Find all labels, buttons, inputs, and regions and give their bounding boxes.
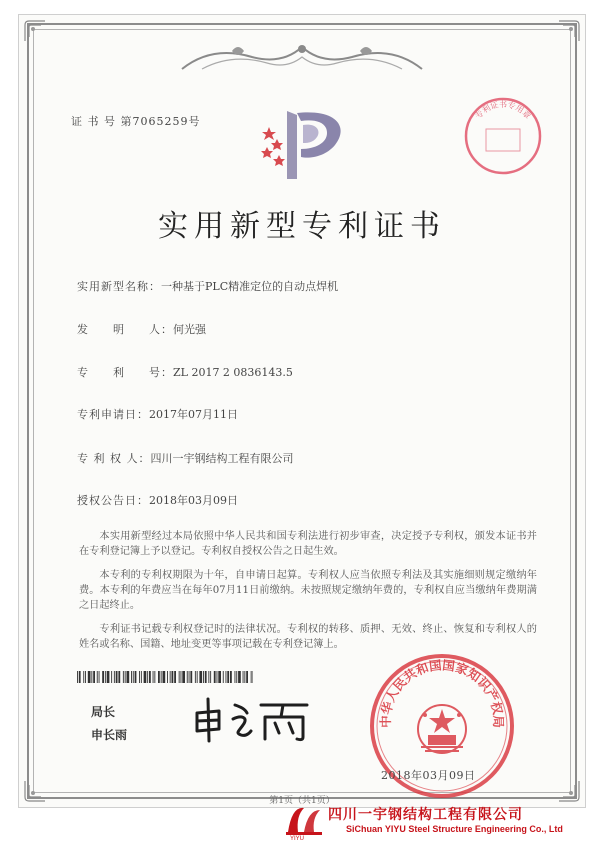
company-brand: YIYU — [290, 836, 305, 842]
seal-text: 中华人民共和国国家知识产权局 — [377, 657, 507, 728]
patent-seal-stamp — [462, 95, 544, 177]
field-label: 专 利 号： — [77, 366, 173, 379]
inventor-field — [77, 321, 206, 337]
company-watermark — [270, 800, 600, 846]
field-label: 实用新型名称： — [77, 280, 161, 293]
sign-date: 2018年03月09日 — [381, 769, 476, 782]
top-ornament-icon — [172, 39, 432, 75]
page-number: 第1页（共1页） — [269, 796, 335, 806]
field-value: 四川一宇钢结构工程有限公司 — [150, 452, 294, 465]
field-label: 专 利 权 人： — [77, 452, 151, 465]
company-name-cn: 四川一宇钢结构工程有限公司 — [328, 807, 523, 823]
patentee-field — [77, 450, 294, 466]
signature — [189, 695, 319, 745]
barcode — [77, 671, 253, 683]
official-title: 局长 — [91, 705, 116, 719]
body-paragraph: 本专利的专利权期限为十年，自申请日起算。专利权人应当依照专利法及其实施细则规定缴纳年费。本专利的年费应当在每年07月11日前缴纳。未按照规定缴纳年费的，专利权自应当缴纳年费期满之日起终止。 — [79, 570, 537, 611]
field-value: ZL 2017 2 0836143.5 — [173, 366, 293, 379]
field-label: 授权公告日： — [77, 494, 149, 507]
field-value: 何光强 — [173, 323, 206, 336]
field-value: 2018年03月09日 — [149, 494, 238, 507]
body-paragraph: 本实用新型经过本局依照中华人民共和国专利法进行初步审查，决定授予专利权，颁发本证书并在专利登记簿上予以登记。专利权自授权公告之日起生效。 — [79, 531, 537, 557]
grant-date-field — [77, 492, 238, 508]
official-block — [91, 701, 127, 747]
company-name-en: SiChuan YIYU Steel Structure Engineering Co., Ltd — [346, 824, 563, 834]
cnipa-logo-icon — [257, 105, 357, 185]
svg-text:专利证书专用章: 专利证书专用章 — [473, 100, 533, 121]
field-value: 2017年07月11日 — [149, 408, 238, 421]
patent-certificate — [18, 14, 586, 808]
utility-model-name-field — [77, 278, 338, 294]
official-name: 申长雨 — [91, 728, 128, 742]
corner-ornament-icon — [23, 19, 47, 43]
filing-date-field — [77, 406, 238, 422]
body-paragraph: 专利证书记载专利权登记时的法律状况。专利权的转移、质押、无效、终止、恢复和专利权人的姓名或名称、国籍、地址变更等事项记载在专利登记簿上。 — [79, 624, 537, 650]
corner-ornament-icon — [557, 19, 581, 43]
field-label: 发 明 人： — [77, 323, 173, 336]
field-label: 专利申请日： — [77, 408, 149, 421]
field-value: 一种基于PLC精准定位的自动点焊机 — [161, 280, 339, 293]
certificate-body — [79, 529, 537, 661]
certificate-number: 证 书 号 第7065259号 — [71, 115, 201, 128]
certificate-title: 实用新型专利证书 — [158, 209, 446, 244]
patent-number-field — [77, 364, 293, 380]
